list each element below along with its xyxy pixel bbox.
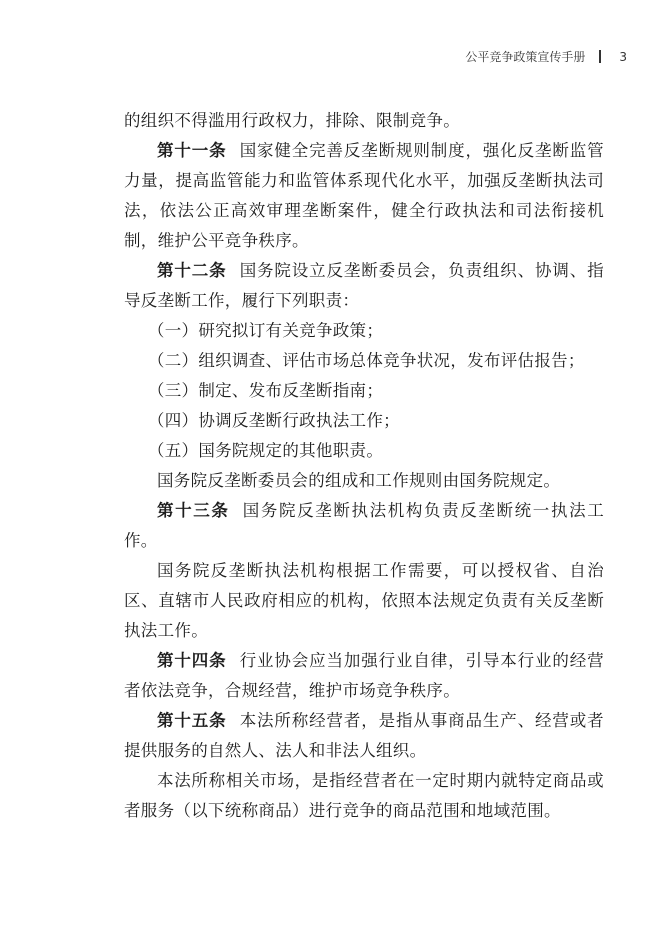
header-title: 公平竞争政策宣传手册 <box>465 50 586 64</box>
article-12 <box>124 256 604 316</box>
paragraph: 国务院反垄断执法机构根据工作需要，可以授权省、自治区、直辖市人民政府相应的机构，依照本法规定负责有关反垄断执法工作。 <box>124 561 604 640</box>
article-13 <box>124 496 604 556</box>
list-item: （四）协调反垄断行政执法工作； <box>147 411 400 430</box>
list-item: （五）国务院规定的其他职责。 <box>147 441 384 460</box>
paragraph: 的组织不得滥用行政权力，排除、限制竞争。 <box>124 111 460 130</box>
article-14 <box>124 646 604 706</box>
article-number: 第十二条 <box>157 261 227 280</box>
article-number: 第十五条 <box>157 711 227 730</box>
list-item: （三）制定、发布反垄断指南； <box>147 381 384 400</box>
article-number: 第十四条 <box>157 651 227 670</box>
page-number: 3 <box>619 49 627 64</box>
body-text <box>124 106 604 826</box>
article-11 <box>124 136 604 256</box>
running-header <box>465 48 627 65</box>
list-item: （二）组织调查、评估市场总体竞争状况，发布评估报告； <box>147 351 585 370</box>
article-text: 国务院反垄断执法机构负责反垄断统一执法工作。 <box>124 501 605 550</box>
paragraph: 本法所称相关市场，是指经营者在一定时期内就特定商品或者服务（以下统称商品）进行竞争的商品范围和地域范围。 <box>124 771 604 820</box>
article-number: 第十一条 <box>157 141 227 160</box>
paragraph: 国务院反垄断委员会的组成和工作规则由国务院规定。 <box>157 471 561 490</box>
article-text: 本法所称经营者，是指从事商品生产、经营或者提供服务的自然人、法人和非法人组织。 <box>124 711 604 760</box>
article-text: 国家健全完善反垄断规则制度，强化反垄断监管力量，提高监管能力和监管体系现代化水平，加强反垄断执法司法，依法公正高效审理垄断案件，健全行政执法和司法衔接机制，维护公平竞争秩序。 <box>124 141 604 250</box>
article-number: 第十三条 <box>157 501 230 520</box>
header-separator <box>599 50 601 63</box>
list-item: （一）研究拟订有关竞争政策； <box>147 321 384 340</box>
article-15 <box>124 706 604 766</box>
article-text: 行业协会应当加强行业自律，引导本行业的经营者依法竞争，合规经营，维护市场竞争秩序。 <box>124 651 604 700</box>
article-text: 国务院设立反垄断委员会，负责组织、协调、指导反垄断工作，履行下列职责： <box>124 261 604 310</box>
